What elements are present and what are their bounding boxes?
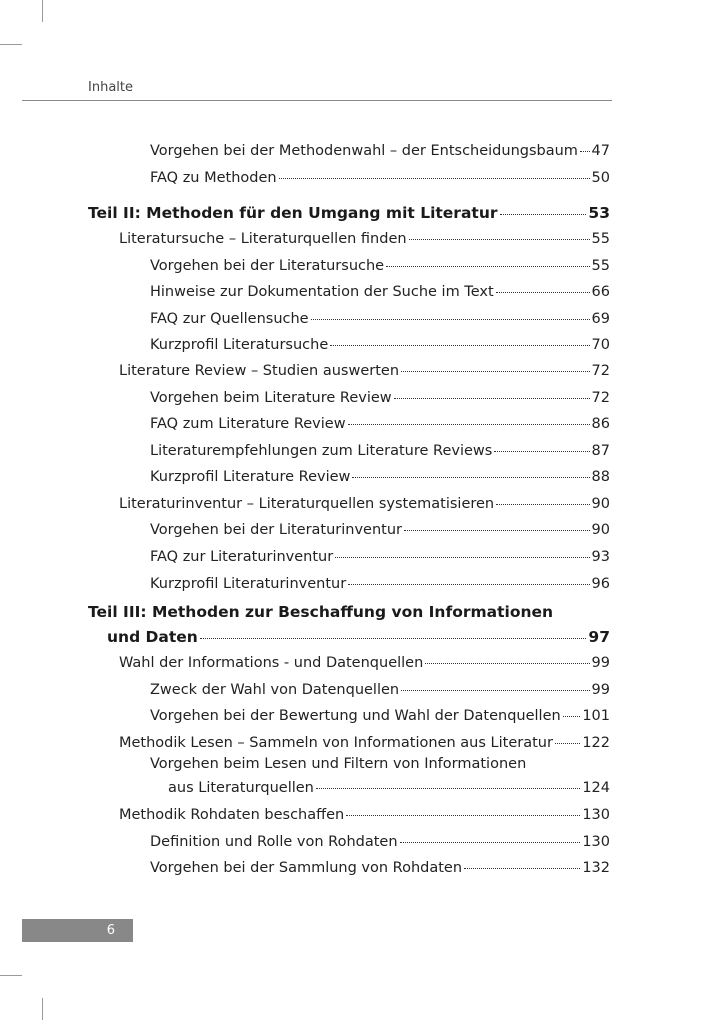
toc-entry[interactable]: [150, 390, 610, 406]
toc-leader-dots: [580, 150, 590, 152]
toc-entry[interactable]: [150, 170, 610, 186]
toc-entry-title: Literaturempfehlungen zum Literature Reviews: [150, 443, 493, 459]
toc-entry[interactable]: [119, 363, 610, 379]
toc-leader-dots: [400, 841, 581, 843]
toc-page-number: 99: [591, 655, 610, 671]
toc-leader-dots: [279, 177, 590, 179]
toc-entry-title: Kurzprofil Literature Review: [150, 469, 351, 485]
toc-entry[interactable]: [150, 143, 610, 159]
toc-entry-title: Vorgehen bei der Bewertung und Wahl der Datenquellen: [150, 708, 561, 724]
toc-leader-dots: [386, 265, 589, 267]
toc-page-number: 97: [588, 628, 610, 646]
toc-page-number: 55: [591, 258, 610, 274]
toc-leader-dots: [316, 787, 580, 789]
toc-leader-dots: [348, 583, 589, 585]
toc-page-number: 90: [591, 522, 610, 538]
toc-entry[interactable]: [119, 231, 610, 247]
toc-entry-title: Vorgehen beim Literature Review: [150, 390, 392, 406]
toc-page-number: 55: [591, 231, 610, 247]
toc-entry[interactable]: [150, 708, 610, 724]
toc-entry-title: Vorgehen bei der Sammlung von Rohdaten: [150, 860, 463, 876]
toc-page-number: 70: [591, 337, 610, 353]
toc-entry[interactable]: [150, 311, 610, 327]
toc-leader-dots: [200, 637, 587, 639]
toc-leader-dots: [335, 556, 589, 558]
toc-page-number: 93: [591, 549, 610, 565]
toc-leader-dots: [401, 370, 590, 372]
toc-entry[interactable]: [150, 416, 610, 432]
toc-entry-title: Definition und Rolle von Rohdaten: [150, 834, 398, 850]
toc-entry-title: Vorgehen bei der Methodenwahl – der Entscheidungsbaum: [150, 143, 578, 159]
toc-leader-dots: [394, 397, 590, 399]
toc-leader-dots: [500, 213, 587, 215]
toc-page-number: 124: [582, 780, 610, 796]
toc-entry-title: Hinweise zur Dokumentation der Suche im Text: [150, 284, 494, 300]
toc-entry[interactable]: [168, 780, 610, 796]
toc-leader-dots: [346, 814, 580, 816]
toc-entry[interactable]: [119, 807, 610, 823]
page-number-tab: [22, 919, 133, 942]
toc-page-number: 130: [582, 807, 610, 823]
toc-leader-dots: [496, 503, 589, 505]
toc-entry-title: FAQ zur Literaturinventur: [150, 549, 334, 565]
toc-entry-title: FAQ zum Literature Review: [150, 416, 346, 432]
toc-entry[interactable]: [150, 860, 610, 876]
toc-part-heading-line1[interactable]: Teil III: Methoden zur Beschaffung von Informationen: [88, 603, 554, 621]
toc-leader-dots: [409, 238, 590, 240]
toc-page-number: 130: [582, 834, 610, 850]
toc-entry-title: Zweck der Wahl von Datenquellen: [150, 682, 400, 698]
toc-page-number: 88: [591, 469, 610, 485]
toc-entry-title: Kurzprofil Literatursuche: [150, 337, 329, 353]
toc-page-number: 101: [582, 708, 610, 724]
toc-entry[interactable]: [119, 735, 610, 751]
toc-entry-title: Kurzprofil Literaturinventur: [150, 576, 347, 592]
crop-mark-bottom-left: [0, 975, 22, 976]
toc-page-number: 96: [591, 576, 610, 592]
toc-page-number: 66: [591, 284, 610, 300]
toc-entry[interactable]: [150, 337, 610, 353]
toc-page-number: 99: [591, 682, 610, 698]
toc-leader-dots: [330, 344, 589, 346]
toc-page-number: 47: [591, 143, 610, 159]
toc-page-number: 122: [582, 735, 610, 751]
toc-leader-dots: [563, 715, 581, 717]
toc-entry[interactable]: [119, 496, 610, 512]
toc-leader-dots: [464, 867, 580, 869]
toc-leader-dots: [311, 318, 590, 320]
toc-page-number: 90: [591, 496, 610, 512]
crop-mark-top-left: [0, 44, 22, 45]
toc-entry-title: Methodik Rohdaten beschaffen: [119, 807, 345, 823]
toc-entry[interactable]: [150, 284, 610, 300]
toc-entry[interactable]: [150, 549, 610, 565]
toc-leader-dots: [494, 450, 589, 452]
header-rule: [22, 100, 612, 101]
toc-entry-title: FAQ zu Methoden: [150, 170, 277, 186]
toc-page-number: 53: [588, 204, 610, 222]
toc-entry-title: Vorgehen bei der Literatursuche: [150, 258, 385, 274]
toc-leader-dots: [555, 742, 580, 744]
toc-entry[interactable]: [150, 258, 610, 274]
toc-entry[interactable]: [150, 522, 610, 538]
toc-leader-dots: [496, 291, 590, 293]
toc-entry[interactable]: [150, 682, 610, 698]
toc-entry[interactable]: [150, 443, 610, 459]
toc-leader-dots: [352, 476, 589, 478]
toc-entry-title: Teil II: Methoden für den Umgang mit Literatur: [88, 204, 498, 222]
toc-entry[interactable]: [150, 576, 610, 592]
page-number: 6: [106, 923, 115, 938]
toc-page-number: 87: [591, 443, 610, 459]
toc-entry-title-line1[interactable]: Vorgehen beim Lesen und Filtern von Informationen: [150, 756, 527, 772]
toc-page-number: 72: [591, 390, 610, 406]
toc-entry[interactable]: [150, 834, 610, 850]
toc-leader-dots: [348, 423, 590, 425]
toc-page-number: 132: [582, 860, 610, 876]
toc-entry[interactable]: [119, 655, 610, 671]
toc-entry-title: Literature Review – Studien auswerten: [119, 363, 400, 379]
running-header: Inhalte: [88, 80, 133, 95]
toc-part-heading[interactable]: [88, 204, 610, 222]
toc-entry-title: Methodik Lesen – Sammeln von Informationen aus Literatur: [119, 735, 553, 751]
crop-mark-top: [42, 0, 43, 22]
toc-page-number: 50: [591, 170, 610, 186]
toc-page-number: 72: [591, 363, 610, 379]
toc-leader-dots: [401, 689, 589, 691]
toc-part-heading[interactable]: [107, 628, 610, 646]
toc-page-number: 69: [591, 311, 610, 327]
crop-mark-bottom: [42, 998, 43, 1020]
toc-entry-title: Literatursuche – Literaturquellen finden: [119, 231, 407, 247]
toc-entry-title: Vorgehen bei der Literaturinventur: [150, 522, 403, 538]
toc-entry-title: FAQ zur Quellensuche: [150, 311, 309, 327]
toc-entry-title: und Daten: [107, 628, 198, 646]
toc-page-number: 86: [591, 416, 610, 432]
toc-leader-dots: [425, 662, 589, 664]
toc-entry[interactable]: [150, 469, 610, 485]
toc-entry-title: aus Literaturquellen: [168, 780, 314, 796]
toc-entry-title: Wahl der Informations - und Datenquellen: [119, 655, 424, 671]
toc-leader-dots: [404, 529, 590, 531]
toc-entry-title: Literaturinventur – Literaturquellen systematisieren: [119, 496, 495, 512]
